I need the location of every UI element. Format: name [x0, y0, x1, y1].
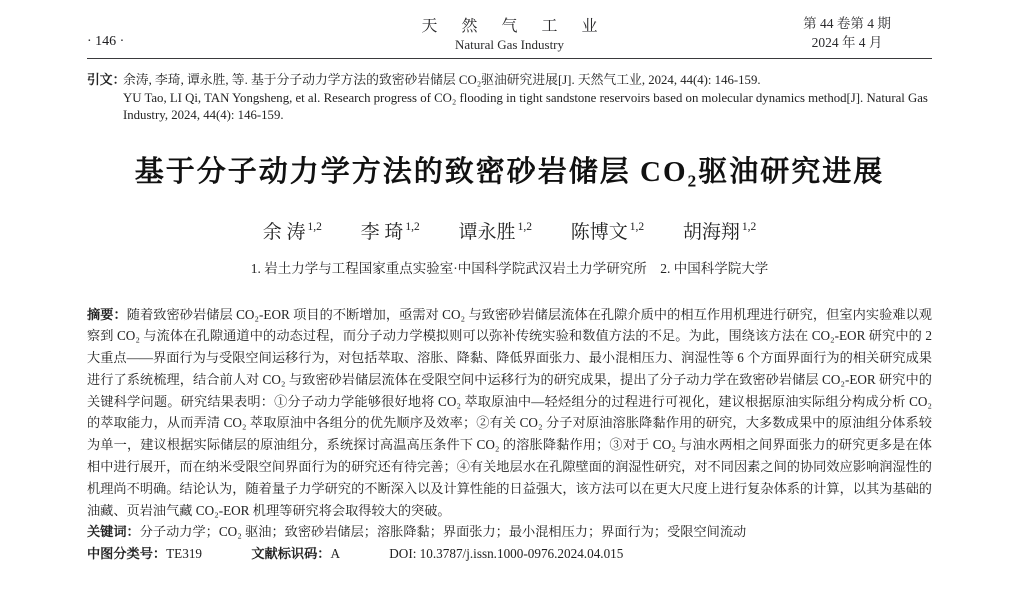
author-affiliation-sup: 1,2: [517, 221, 532, 234]
abstract-paragraph: [87, 304, 932, 522]
doc-code-label: 文献标识码：: [251, 546, 331, 562]
header-divider: [87, 58, 932, 59]
author-affiliation-sup: 1,2: [629, 221, 645, 234]
journal-title-cn: 天 然 气 工 业: [421, 18, 608, 35]
doc-code-value: A: [330, 546, 340, 562]
page-header: [87, 0, 932, 53]
paper-title: 基于分子动力学方法的致密砂岩储层 CO₂驱油研究进展: [134, 155, 885, 188]
author: [459, 222, 532, 243]
page-number: · 146 ·: [87, 34, 125, 49]
author-name: 李 琦: [360, 221, 404, 243]
issue-info: [762, 14, 932, 53]
author-affiliation-sup: 1,2: [405, 221, 420, 234]
author: [361, 222, 420, 243]
author-affiliation-sup: 1,2: [307, 221, 322, 234]
classification-line: [87, 543, 932, 565]
author-affiliation-sup: 1,2: [741, 221, 757, 234]
author-name: 谭永胜: [458, 221, 516, 243]
citation-label: 引文：: [87, 73, 126, 87]
author-name: 余 涛: [262, 221, 306, 243]
keywords-text: 分子动力学；CO₂ 驱油；致密砂岩储层；溶胀降黏；界面张力；最小混相压力；界面行为；受限空间流动: [139, 524, 747, 540]
author: [263, 222, 322, 243]
affiliation-line: 1. 岩土力学与工程国家重点实验室·中国科学院武汉岩土力学研究所 2. 中国科学院大学: [250, 260, 769, 276]
citation-chinese: 余涛, 李琦, 谭永胜, 等. 基于分子动力学方法的致密砂岩储层 CO₂驱油研究进展[J]. 天然气工业, 2024, 44(4): 146-159.: [123, 73, 761, 87]
keywords-line: [87, 521, 932, 543]
doi-text: DOI: 10.3787/j.issn.1000-0976.2024.04.015: [389, 546, 624, 562]
citation-english: YU Tao, LI Qi, TAN Yongsheng, et al. Research progress of CO₂ flooding in tight sandstone reservoirs based on molecular dynamics method[J]. Natural Gas Industry, 2024, 44(4): 146-159.: [123, 90, 928, 122]
clc-segment: [87, 546, 202, 561]
journal-title-en: Natural Gas Industry: [454, 37, 565, 52]
doc-code-segment: [251, 546, 340, 561]
citation-block: [87, 72, 932, 125]
author-name: 陈博文: [570, 221, 628, 243]
authors-row: [87, 217, 932, 244]
issue-date: 2024 年 4 月: [811, 35, 883, 51]
clc-label: 中图分类号：: [87, 546, 167, 562]
abstract-label: 摘要：: [87, 306, 127, 322]
keywords-label: 关键词：: [87, 524, 140, 540]
author-name: 胡海翔: [682, 221, 740, 243]
issue-volume: 第 44 卷第 4 期: [803, 15, 891, 31]
author: [683, 222, 756, 243]
journal-title-block: [257, 13, 762, 53]
author: [571, 222, 644, 243]
clc-value: TE319: [166, 546, 203, 562]
abstract-text: 随着致密砂岩储层 CO₂-EOR 项目的不断增加，亟需对 CO₂ 与致密砂岩储层流体在孔隙介质中的相互作用机理进行研究，但室内实验难以观察到 CO₂ 与流体在孔隙通道中的动态过程，而分子动力学模拟则可以弥补传统实验和数值方法的不足。为此，围绕该方法在 CO₂-EOR 研究中的 2 大重点——界面行为与受限空间运移行为，对包括萃取、溶胀、降黏、降低界面张力、最小混相压力、润湿性等 6 个方面界面行为的相关研究成果进行了系统梳理，结合前人对 CO₂ 与致密砂岩储层流体在受限空间中运移行为的研究成果，提出了分子动力学在致密砂岩储层 CO₂-EOR 研究中的关键科学问题。研究结果表明：①分子动力学能够很好地将 CO₂ 萃取原油中—轻烃组分的过程进行可视化，建议根据原油实际组分构成分析 CO₂ 的萃取能力，从而弄清 CO₂ 萃取原油中各组分的优先顺序及效率；②有关 CO₂ 分子对原油溶胀降黏作用的研究，大多数成果中的原油组分体系较为单一，建议根据实际储层的原油组分，系统探讨高温高压条件下 CO₂ 的溶胀降黏作用；③对于 CO₂ 与油水两相之间界面张力的研究更多是在体相中进行展开，而在纳米受限空间界面行为的研究还有待完善；④有关地层水在孔隙壁面的润湿性研究，对不同因素之间的协同效应影响润湿性的机理尚不明确。结论认为，随着量子力学研究的不断深入以及计算性能的日益强大，该方法可以在更大尺度上进行复杂体系的计算，以其为基础的油藏、页岩油气藏 CO₂-EOR 机理等研究将会取得较大的突破。: [87, 306, 932, 518]
